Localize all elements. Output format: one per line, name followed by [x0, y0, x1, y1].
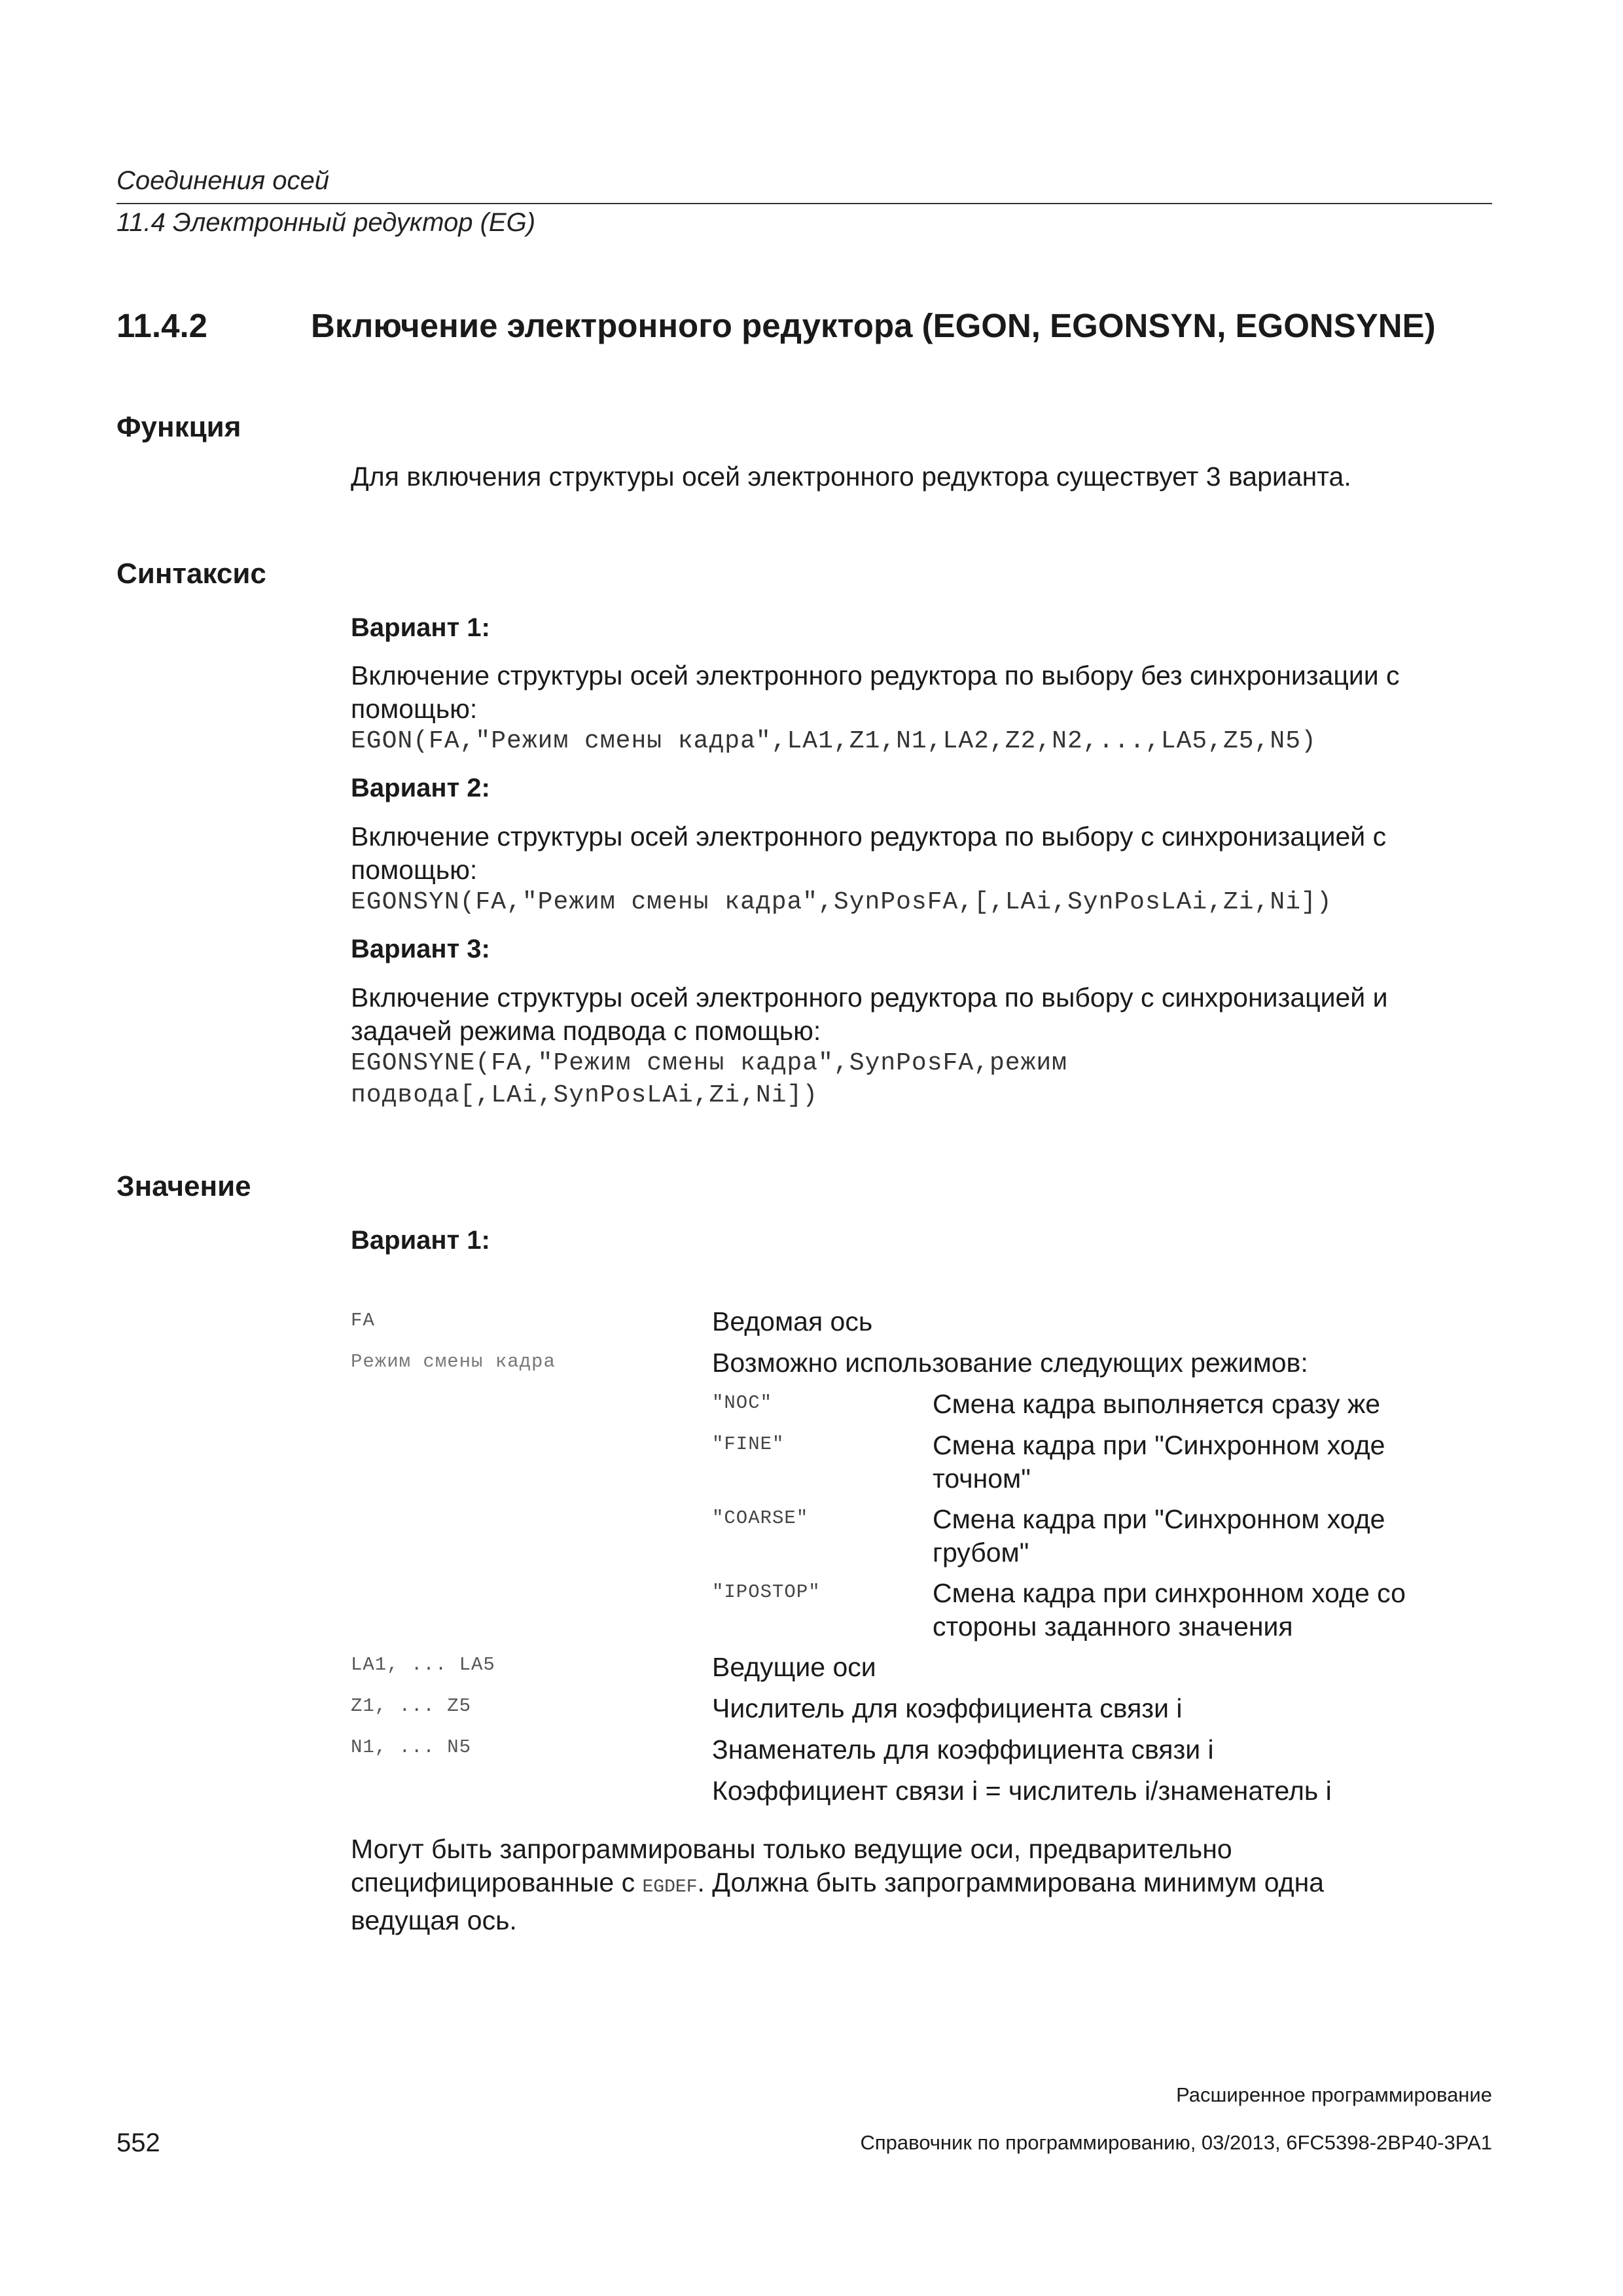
inline-code-egdef: EGDEF — [642, 1877, 698, 1897]
param-coef-desc: Коэффициент связи i = числитель i/знаменатель i — [712, 1776, 1332, 1806]
syntax-variant-1-line: помощью: — [351, 694, 478, 724]
syntax-variant-2-code: EGONSYN(FA,"Режим смены кадра",SynPosFA,[,LAi,SynPosLAi,Zi,Ni]) — [351, 888, 1332, 916]
meaning-note — [351, 1833, 1324, 1937]
header-rule — [116, 203, 1492, 204]
syntax-variant-1-label: Вариант 1: — [351, 613, 490, 642]
syntax-variant-2-line: помощью: — [351, 855, 478, 885]
param-la-name: LA1, ... LA5 — [351, 1654, 495, 1676]
syntax-variant-3-label: Вариант 3: — [351, 935, 490, 963]
mode-ipostop-name: "IPOSTOP" — [712, 1581, 821, 1603]
meaning-note-line: ведущая ось. — [351, 1905, 517, 1935]
syntax-variant-2-text — [351, 820, 1386, 887]
syntax-variant-3-line: задачей режима подвода с помощью: — [351, 1016, 821, 1046]
mode-fine-desc-line: Смена кадра при "Синхронном ходе — [933, 1430, 1385, 1460]
meaning-variant-label: Вариант 1: — [351, 1226, 490, 1255]
running-header-chapter: Соединения осей — [116, 166, 330, 195]
page-number: 552 — [116, 2128, 160, 2157]
param-mode-desc: Возможно использование следующих режимов: — [712, 1348, 1308, 1378]
syntax-heading: Синтаксис — [116, 558, 266, 590]
function-heading: Функция — [116, 411, 241, 443]
syntax-variant-3-code-line: EGONSYNE(FA,"Режим смены кадра",SynPosFA,режим — [351, 1049, 1067, 1077]
mode-ipostop-desc-line: Смена кадра при синхронном ходе со — [933, 1578, 1406, 1608]
mode-ipostop-desc — [933, 1577, 1406, 1643]
footer-book-title: Расширенное программирование — [1176, 2083, 1492, 2106]
syntax-variant-1-line: Включение структуры осей электронного редуктора по выбору без синхронизации с — [351, 660, 1400, 691]
syntax-variant-3-line: Включение структуры осей электронного редуктора по выбору с синхронизацией и — [351, 982, 1388, 1013]
param-la-desc: Ведущие оси — [712, 1652, 876, 1682]
mode-ipostop-desc-line: стороны заданного значения — [933, 1611, 1293, 1641]
footer-reference: Справочник по программированию, 03/2013, 6FC5398-2BP40-3PA1 — [860, 2131, 1492, 2154]
mode-fine-name: "FINE" — [712, 1433, 785, 1455]
syntax-variant-1-text — [351, 659, 1400, 726]
param-mode-name: Режим смены кадра — [351, 1351, 556, 1372]
param-fa-desc: Ведомая ось — [712, 1306, 873, 1336]
param-n-name: N1, ... N5 — [351, 1736, 472, 1758]
syntax-variant-3-code-line: подвода[,LAi,SynPosLAi,Zi,Ni]) — [351, 1081, 819, 1109]
meaning-note-text: специфицированные с — [351, 1867, 643, 1897]
syntax-variant-2-label: Вариант 2: — [351, 774, 490, 802]
syntax-variant-3-text — [351, 981, 1388, 1048]
mode-coarse-desc-line: грубом" — [933, 1537, 1029, 1568]
syntax-variant-3-code — [351, 1047, 1067, 1111]
mode-coarse-name: "COARSE" — [712, 1507, 809, 1529]
mode-noc-desc: Смена кадра выполняется сразу же — [933, 1389, 1381, 1419]
syntax-variant-2-line: Включение структуры осей электронного редуктора по выбору с синхронизацией с — [351, 821, 1387, 852]
section-title: Включение электронного редуктора (EGON, EGONSYN, EGONSYNE) — [311, 307, 1436, 344]
running-header-section: 11.4 Электронный редуктор (EG) — [116, 208, 536, 237]
param-z-name: Z1, ... Z5 — [351, 1695, 472, 1717]
mode-fine-desc — [933, 1429, 1385, 1496]
section-heading — [116, 306, 1436, 345]
mode-noc-name: "NOC" — [712, 1392, 773, 1414]
param-z-desc: Числитель для коэффициента связи i — [712, 1693, 1183, 1723]
meaning-note-line: Могут быть запрограммированы только ведущие оси, предварительно — [351, 1834, 1232, 1864]
mode-coarse-desc-line: Смена кадра при "Синхронном ходе — [933, 1504, 1385, 1534]
syntax-variant-1-code: EGON(FA,"Режим смены кадра",LA1,Z1,N1,LA2,Z2,N2,...,LA5,Z5,N5) — [351, 727, 1317, 755]
mode-coarse-desc — [933, 1503, 1385, 1570]
param-n-desc: Знаменатель для коэффициента связи i — [712, 1734, 1214, 1765]
section-number: 11.4.2 — [116, 307, 207, 344]
function-text: Для включения структуры осей электронного редуктора существует 3 варианта. — [351, 461, 1351, 492]
meaning-note-line — [351, 1866, 1324, 1904]
meaning-heading: Значение — [116, 1170, 251, 1202]
mode-fine-desc-line: точном" — [933, 1463, 1031, 1494]
meaning-note-text: . Должна быть запрограммирована минимум одна — [697, 1867, 1325, 1897]
param-fa-name: FA — [351, 1310, 375, 1331]
